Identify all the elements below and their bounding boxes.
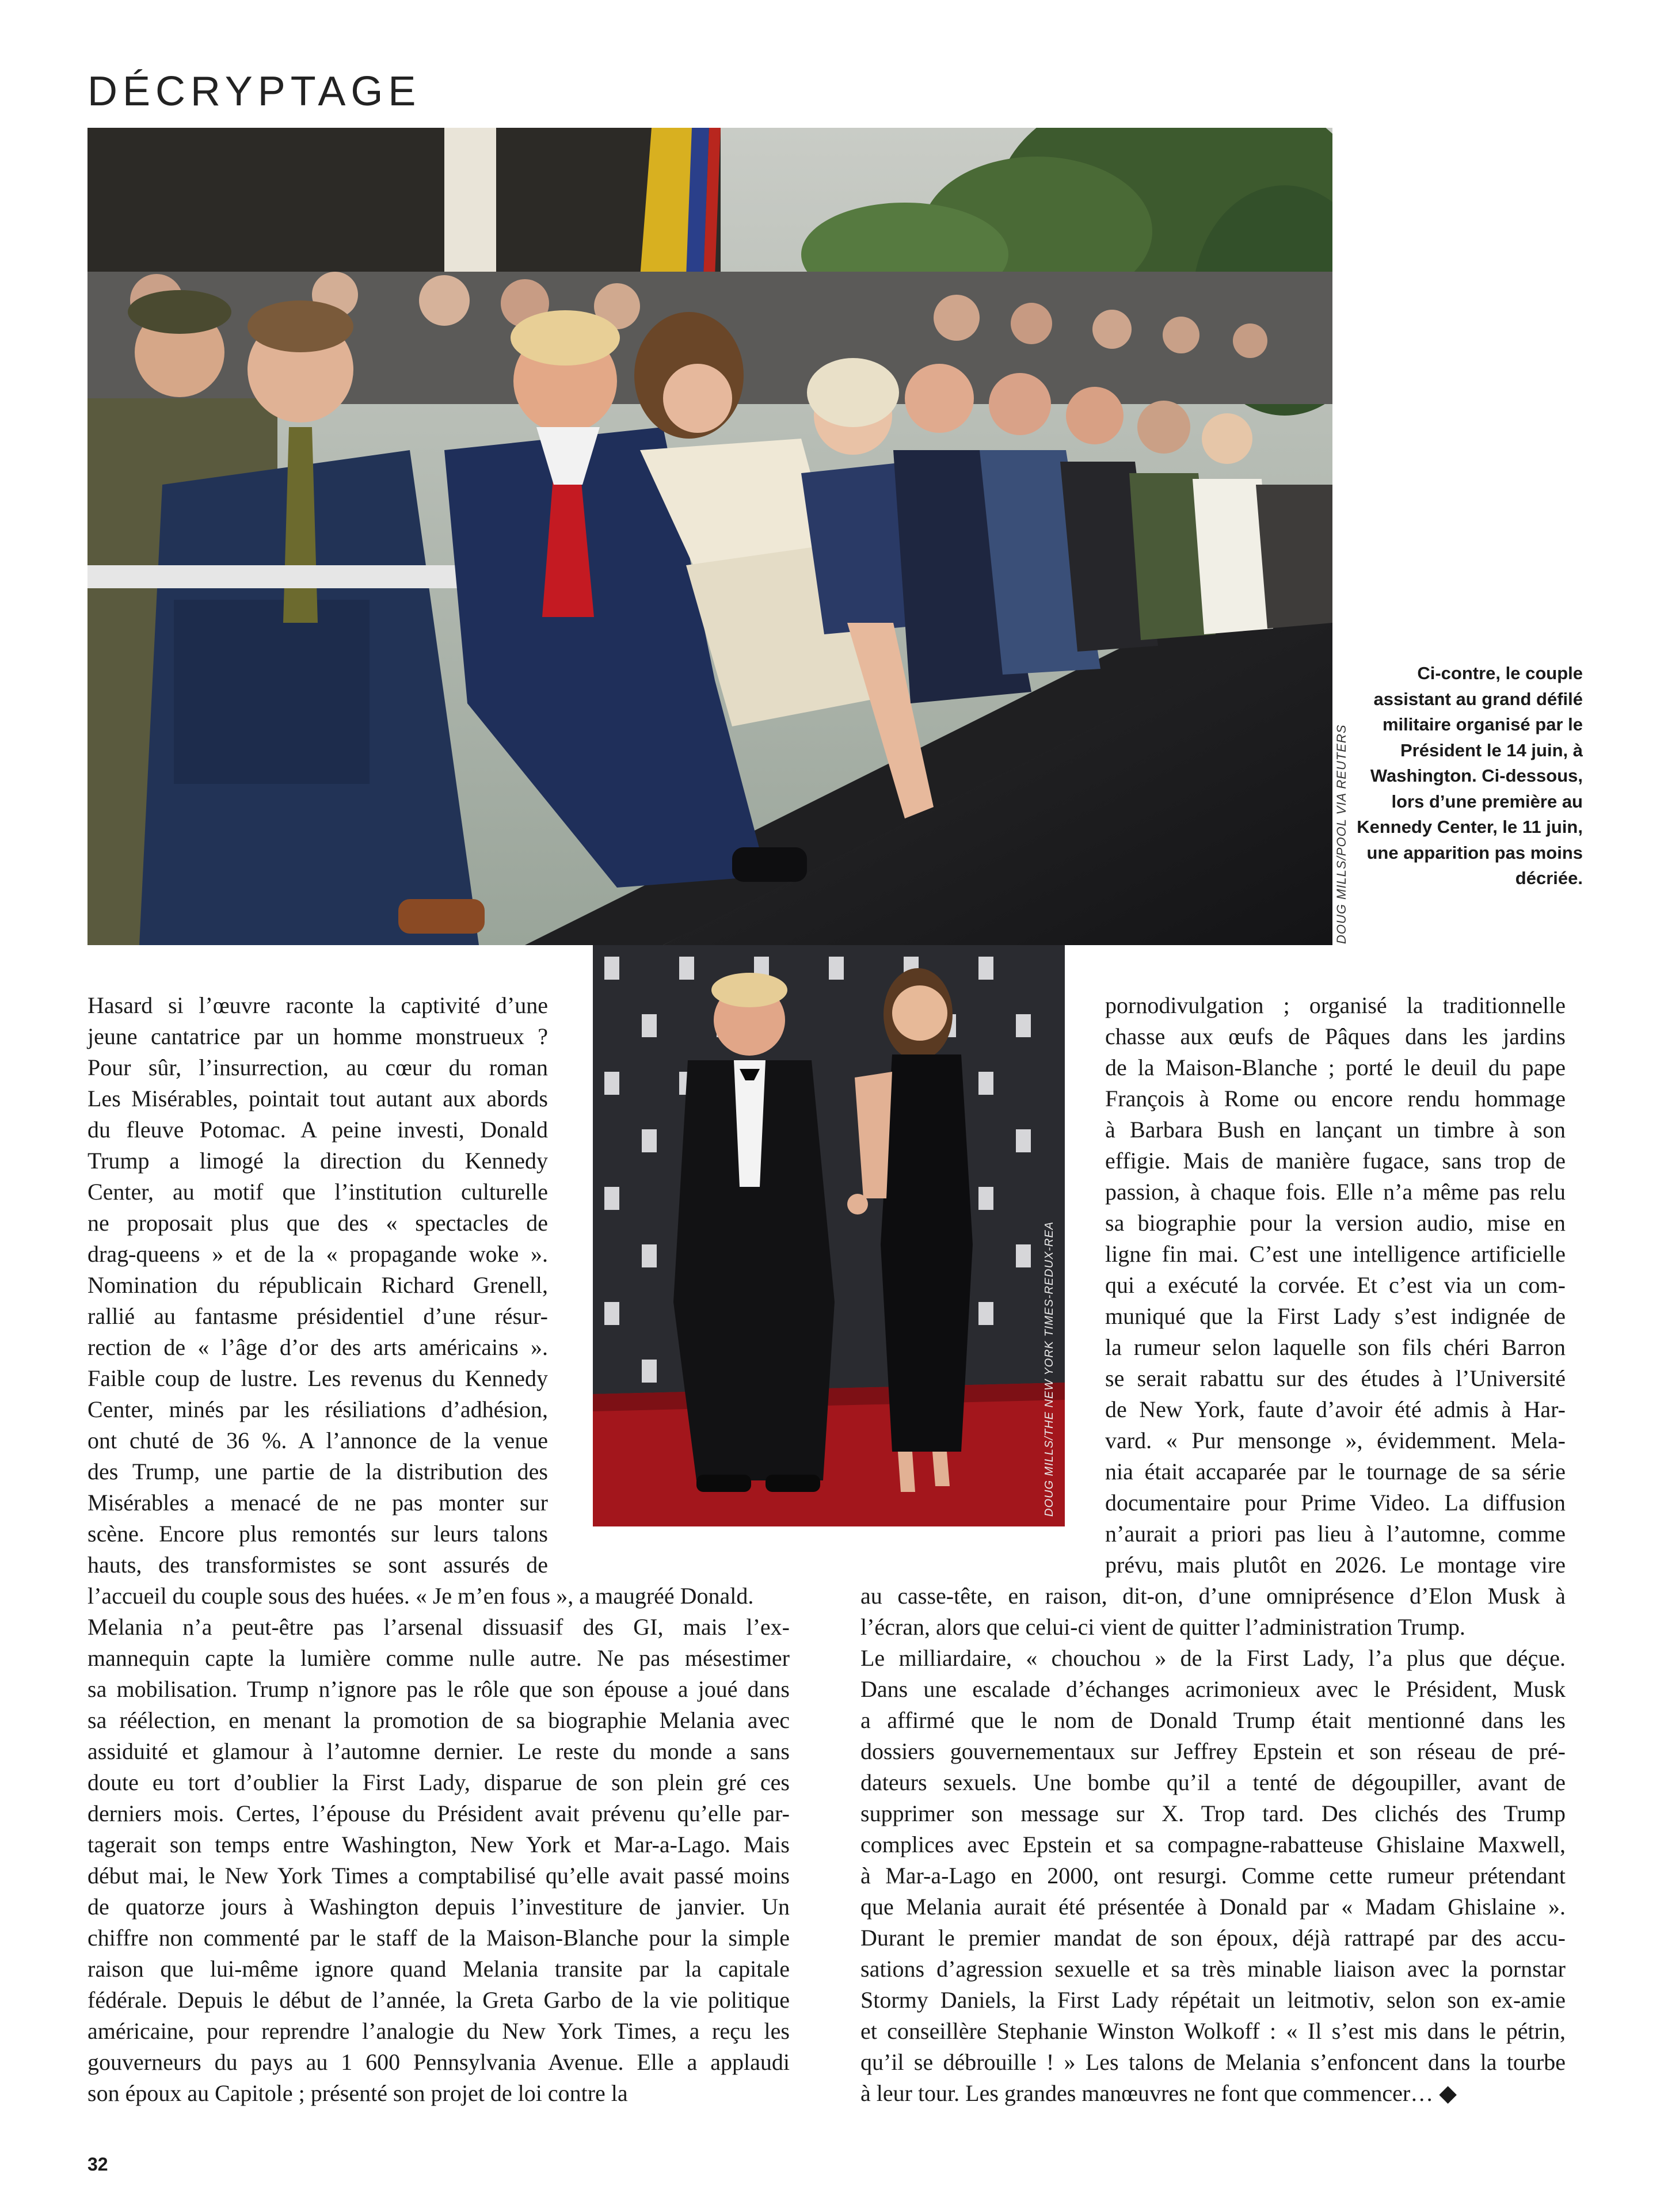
text-line: doute eu tort d’oublier la First Lady, disparue de son plein gré ces	[87, 1769, 790, 1795]
text-line: a affirmé que le nom de Donald Trump était mentionné dans les	[860, 1707, 1566, 1733]
text-line: sations d’agression sexuelle et sa très minable liaison avec la pornstar	[860, 1956, 1566, 1982]
text-line: scène. Encore plus remontés sur leurs talons	[87, 1521, 548, 1547]
page-number: 32	[87, 2154, 108, 2175]
text-line: nia était accaparée par le tournage de sa série	[1105, 1459, 1566, 1484]
text-line: pornodivulgation ; organisé la traditionnelle	[1105, 992, 1566, 1018]
text-line: effigie. Mais de manière fugace, sans trop de	[1105, 1148, 1566, 1174]
parade-photo	[87, 128, 1332, 945]
text-line: à Barbara Bush en lançant un timbre à son	[1105, 1117, 1566, 1143]
text-line: Trump a limogé la direction du Kennedy	[87, 1148, 548, 1174]
text-line: sa mobilisation. Trump n’ignore pas le rôle que son épouse a joué dans	[87, 1676, 790, 1702]
text-line: mannequin capte la lumière comme nulle autre. Ne pas mésestimer	[87, 1645, 790, 1671]
text-line: qui a exécuté la corvée. Et c’est via un com-	[1105, 1272, 1566, 1298]
text-line: ligne fin mai. C’est une intelligence artificielle	[1105, 1241, 1566, 1267]
text-line: des Trump, une partie de la distribution des	[87, 1459, 548, 1484]
text-line: Nomination du républicain Richard Grenell,	[87, 1272, 548, 1298]
text-line: n’aurait a priori pas lieu à l’automne, comme	[1105, 1521, 1566, 1547]
text-line: gouverneurs du pays au 1 600 Pennsylvania Avenue. Elle a applaudi	[87, 2049, 790, 2075]
photo-caption: Ci-contre, le couple assistant au grand défilé militaire organisé par le Président le 14 juin, à Washington. Ci-dessous, lors d’une première au Kennedy Center, le 11 juin, une apparition pas moins décriée.	[1357, 663, 1583, 888]
text-line: Le milliardaire, « chouchou » de la First Lady, l’a plus que déçue.	[860, 1645, 1566, 1671]
text-line: Melania n’a peut-être pas l’arsenal dissuasif des GI, mais l’ex-	[87, 1614, 790, 1640]
text-line: Center, minés par les résiliations d’adhésion,	[87, 1396, 548, 1422]
text-line: qu’il se débrouille ! » Les talons de Melania s’enfoncent dans la tourbe	[860, 2049, 1566, 2075]
text-line: du fleuve Potomac. A peine investi, Donald	[87, 1117, 548, 1143]
text-line: complices avec Epstein et sa compagne-rabatteuse Ghislaine Maxwell,	[860, 1832, 1566, 1857]
text-line: drag-queens » et de la « propagande woke ».	[87, 1241, 548, 1267]
text-line: muniqué que la First Lady s’est indignée de	[1105, 1303, 1566, 1329]
text-line: et conseillère Stephanie Winston Wolkoff : « Il s’est mis dans le pétrin,	[860, 2018, 1566, 2044]
text-line: chasse aux œufs de Pâques dans les jardins	[1105, 1023, 1566, 1049]
text-line: Misérables a menacé de ne pas monter sur	[87, 1490, 548, 1516]
text-line: début mai, le New York Times a comptabilisé qu’elle avait passé moins	[87, 1863, 790, 1889]
text-line: fédérale. Depuis le début de l’année, la Greta Garbo de la vie politique	[87, 1987, 790, 2013]
text-line: de la Maison-Blanche ; porté le deuil du pape	[1105, 1054, 1566, 1080]
text-line: François à Rome ou encore rendu hommage	[1105, 1086, 1566, 1111]
section-rubric: DÉCRYPTAGE	[87, 68, 421, 115]
text-line: à leur tour. Les grandes manœuvres ne font que commencer… ◆	[860, 2080, 1457, 2106]
text-line: l’accueil du couple sous des huées. « Je m’en fous », a maugréé Donald.	[87, 1583, 754, 1609]
text-line: de quatorze jours à Washington depuis l’investiture de janvier. Un	[87, 1894, 790, 1920]
text-line: Center, au motif que l’institution culturelle	[87, 1179, 548, 1205]
text-line: l’écran, alors que celui-ci vient de quitter l’administration Trump.	[860, 1614, 1465, 1640]
text-line: sa biographie pour la version audio, mise en	[1105, 1210, 1566, 1236]
text-line: Dans une escalade d’échanges acrimonieux avec le Président, Musk	[860, 1676, 1566, 1702]
text-line: Les Misérables, pointait tout autant aux abords	[87, 1086, 548, 1111]
text-line: prévu, mais plutôt en 2026. Le montage vire	[1105, 1552, 1566, 1578]
text-line: que Melania aurait été présentée à Donald par « Madam Ghislaine ».	[860, 1894, 1566, 1920]
text-line: derniers mois. Certes, l’épouse du Président avait prévenu qu’elle par-	[87, 1800, 790, 1826]
photo-credit-top: DOUG MILLS/POOL VIA REUTERS	[1334, 724, 1349, 944]
text-line: tagerait son temps entre Washington, New York et Mar-a-Lago. Mais	[87, 1832, 790, 1857]
text-line: américaine, pour reprendre l’analogie du New York Times, a reçu les	[87, 2018, 790, 2044]
text-line: passion, à chaque fois. Elle n’a même pas relu	[1105, 1179, 1566, 1205]
text-line: rallié au fantasme présidentiel d’une résur-	[87, 1303, 548, 1329]
text-line: supprimer son message sur X. Trop tard. Des clichés des Trump	[860, 1800, 1566, 1826]
text-line: Hasard si l’œuvre raconte la captivité d’une	[87, 992, 548, 1018]
text-line: à Mar-a-Lago en 2000, ont resurgi. Comme cette rumeur prétendant	[860, 1863, 1566, 1889]
text-line: jeune cantatrice par un homme monstrueux ?	[87, 1023, 548, 1049]
text-line: vard. « Pur mensonge », évidemment. Mela-	[1105, 1427, 1566, 1453]
photo-credit-middle: DOUG MILLS/THE NEW YORK TIMES-REDUX-REA	[1043, 1221, 1056, 1517]
text-line: ont chuté de 36 %. A l’annonce de la venue	[87, 1427, 548, 1453]
text-line: au casse-tête, en raison, dit-on, d’une omniprésence d’Elon Musk à	[860, 1583, 1566, 1609]
text-line: dateurs sexuels. Une bombe qu’il a tenté de dégoupiller, avant de	[860, 1769, 1566, 1795]
text-line: se serait rabattu sur des études à l’Université	[1105, 1365, 1566, 1391]
text-line: chiffre non commenté par le staff de la Maison-Blanche pour la simple	[87, 1925, 790, 1951]
red-carpet-photo	[593, 945, 1065, 1526]
text-line: dossiers gouvernementaux sur Jeffrey Epstein et son réseau de pré-	[860, 1738, 1566, 1764]
text-line: la rumeur selon laquelle son fils chéri Barron	[1105, 1334, 1566, 1360]
text-line: Faible coup de lustre. Les revenus du Kennedy	[87, 1365, 548, 1391]
text-line: assiduité et glamour à l’automne dernier. Le reste du monde a sans	[87, 1738, 790, 1764]
text-line: sa réélection, en menant la promotion de sa biographie Melania avec	[87, 1707, 790, 1733]
text-line: ne proposait plus que des « spectacles de	[87, 1210, 548, 1236]
text-line: hauts, des transformistes se sont assurés de	[87, 1552, 548, 1578]
text-line: raison que lui-même ignore quand Melania transite par la capitale	[87, 1956, 790, 1982]
text-line: de New York, faute d’avoir été admis à Har-	[1105, 1396, 1566, 1422]
text-line: rection de « l’âge d’or des arts américains ».	[87, 1334, 548, 1360]
text-line: documentaire pour Prime Video. La diffusion	[1105, 1490, 1566, 1516]
text-line: Stormy Daniels, la First Lady répétait un leitmotiv, selon son ex-amie	[860, 1987, 1566, 2013]
text-line: Durant le premier mandat de son époux, déjà rattrapé par des accu-	[860, 1925, 1566, 1951]
text-line: Pour sûr, l’insurrection, au cœur du roman	[87, 1054, 548, 1080]
text-line: son époux au Capitole ; présenté son projet de loi contre la	[87, 2080, 628, 2106]
